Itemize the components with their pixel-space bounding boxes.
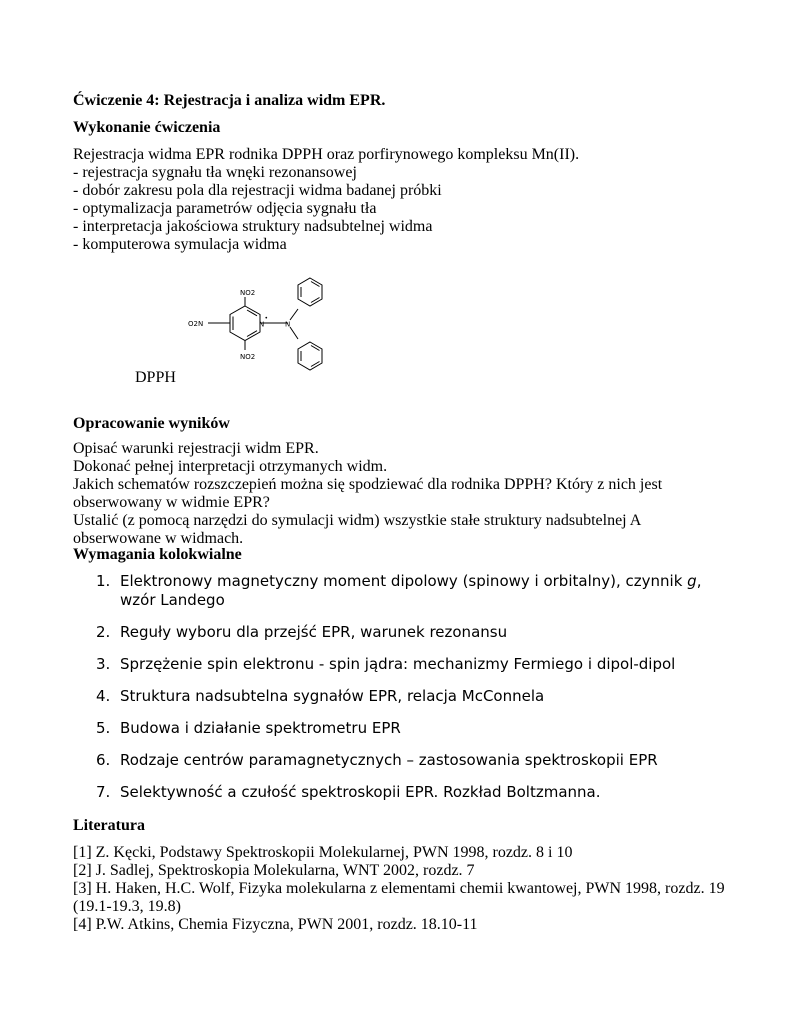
- execution-list: [73, 146, 733, 254]
- results-line: Jakich schematów rozszczepień można się spodziewać dla rodnika DPPH? Który z nich jest obserwowany w widmie EPR?: [73, 476, 663, 511]
- requirement-item: [96, 655, 736, 674]
- reference-item: [2] J. Sadlej, Spektroskopia Molekularna, WNT 2002, rozdz. 7: [73, 862, 475, 879]
- requirement-number: 6.: [96, 751, 111, 769]
- requirement-text: Struktura nadsubtelna sygnałów EPR, relacja McConnela: [120, 687, 545, 705]
- requirement-number: 5.: [96, 719, 111, 737]
- reference-item: [3] H. Haken, H.C. Wolf, Fizyka molekularna z elementami chemii kwantowej, PWN 1998, rozdz. 19 (19.1-19.3, 19.8): [73, 880, 725, 915]
- execution-line: - rejestracja sygnału tła wnęki rezonansowej: [73, 164, 357, 181]
- requirement-item: [96, 783, 736, 802]
- requirement-number: 7.: [96, 783, 111, 801]
- requirement-text: Reguły wyboru dla przejść EPR, warunek rezonansu: [120, 623, 508, 641]
- results-line: Dokonać pełnej interpretacji otrzymanych widm.: [73, 458, 388, 475]
- requirement-text: Selektywność a czułość spektroskopii EPR. Rozkład Boltzmanna.: [120, 783, 601, 801]
- requirement-text: Sprzężenie spin elektronu - spin jądra: mechanizmy Fermiego i dipol-dipol: [120, 655, 676, 673]
- requirement-item: [96, 719, 736, 738]
- no2-top-label: NO2: [240, 289, 256, 297]
- execution-heading: Wykonanie ćwiczenia: [73, 119, 221, 136]
- requirement-text: Rodzaje centrów paramagnetycznych – zastosowania spektroskopii EPR: [120, 751, 658, 769]
- results-list: [73, 440, 723, 548]
- requirement-item: [96, 687, 736, 706]
- literature-heading: Literatura: [73, 817, 145, 834]
- requirement-number: 3.: [96, 655, 111, 673]
- n-radical-label: N: [259, 320, 265, 329]
- requirement-item: [96, 623, 736, 642]
- requirement-number: 2.: [96, 623, 111, 641]
- references-list: [73, 844, 733, 934]
- no2-bottom-label: NO2: [240, 353, 256, 361]
- execution-line: Rejestracja widma EPR rodnika DPPH oraz porfirynowego kompleksu Mn(II).: [73, 146, 580, 163]
- execution-line: - komputerowa symulacja widma: [73, 236, 287, 253]
- molecule-caption: DPPH: [135, 369, 176, 386]
- requirement-item: [96, 751, 736, 770]
- nitrophenyl-ring: [230, 306, 260, 341]
- execution-line: - dobór zakresu pola dla rejestracji widma badanej próbki: [73, 182, 442, 199]
- o2n-left-label: O2N: [188, 320, 204, 328]
- phenyl-ring-bottom: [298, 342, 322, 370]
- n-amine-label: N: [285, 320, 291, 329]
- reference-item: [4] P.W. Atkins, Chemia Fizyczna, PWN 2001, rozdz. 18.10-11: [73, 916, 478, 933]
- requirement-text-tail: , wzór Landego: [120, 572, 702, 609]
- phenyl-ring-top: [298, 278, 322, 306]
- requirement-emphasis: g: [687, 572, 697, 590]
- requirement-text: Elektronowy magnetyczny moment dipolowy (spinowy i orbitalny), czynnik: [120, 572, 688, 590]
- requirements-list: [96, 572, 736, 815]
- requirements-heading: Wymagania kolokwialne: [73, 546, 242, 563]
- requirement-text: Budowa i działanie spektrometru EPR: [120, 719, 401, 737]
- requirement-number: 1.: [96, 572, 111, 590]
- results-line: Ustalić (z pomocą narzędzi do symulacji widm) wszystkie stałe struktury nadsubtelnej A obserwowane w widmach.: [73, 512, 641, 547]
- radical-dot: •: [264, 315, 269, 322]
- requirement-number: 4.: [96, 687, 111, 705]
- results-heading: Opracowanie wyników: [73, 415, 230, 432]
- execution-line: - interpretacja jakościowa struktury nadsubtelnej widma: [73, 218, 433, 235]
- dpph-structure: [180, 275, 350, 380]
- execution-line: - optymalizacja parametrów odjęcia sygnału tła: [73, 200, 377, 217]
- page-title: Ćwiczenie 4: Rejestracja i analiza widm EPR.: [73, 92, 386, 109]
- reference-item: [1] Z. Kęcki, Podstawy Spektroskopii Molekularnej, PWN 1998, rozdz. 8 i 10: [73, 844, 573, 861]
- results-line: Opisać warunki rejestracji widm EPR.: [73, 440, 319, 457]
- requirement-item: [96, 572, 736, 610]
